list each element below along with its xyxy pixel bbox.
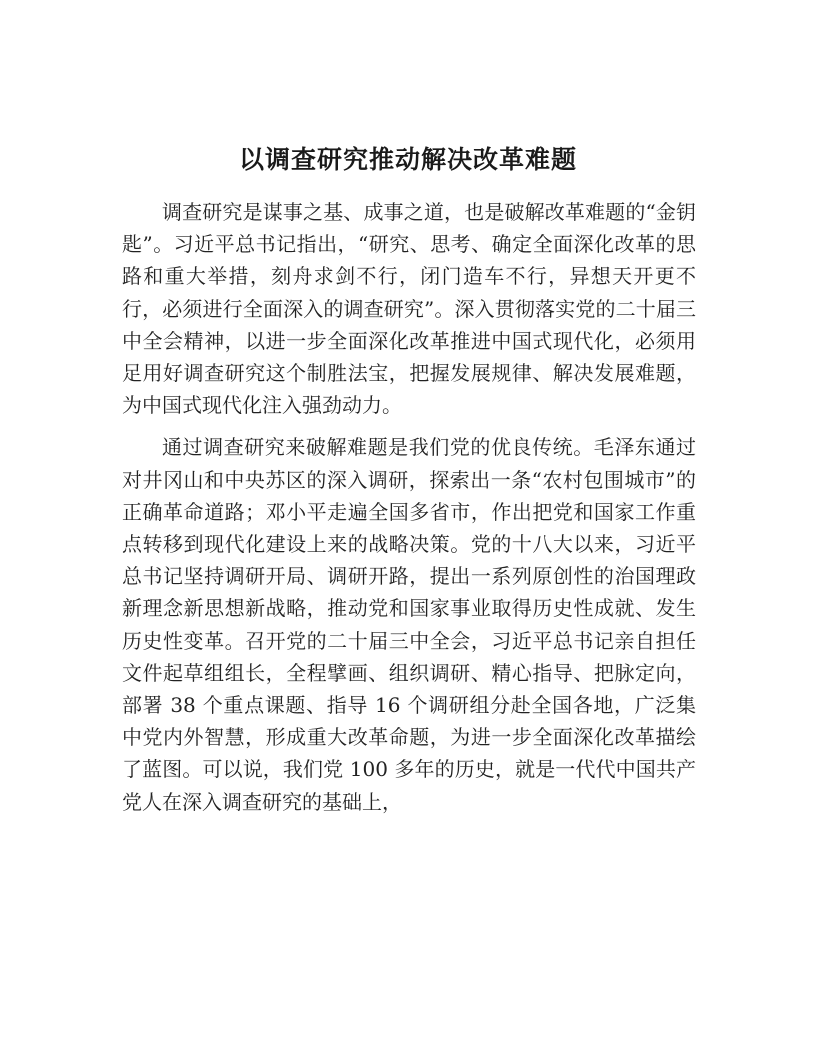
document-body — [122, 196, 696, 818]
paragraph-1: 调查研究是谋事之基、成事之道，也是破解改革难题的“金钥匙”。习近平总书记指出，“研究、思考、确定全面深化改革的思路和重大举措，刻舟求剑不行，闭门造车不行，异想天开更不行，必须进行全面深入的调查研究”。深入贯彻落实党的二十届三中全会精神，以进一步全面深化改革推进中国式现代化，必须用足用好调查研究这个制胜法宝，把握发展规律、解决发展难题，为中国式现代化注入强劲动力。 — [122, 200, 696, 418]
document-title: 以调查研究推动解决改革难题 — [238, 145, 577, 174]
paragraph-2: 通过调查研究来破解难题是我们党的优良传统。毛泽东通过对井冈山和中央苏区的深入调研，探索出一条“农村包围城市”的正确革命道路；邓小平走遍全国多省市，作出把党和国家工作重点转移到现代化建设上来的战略决策。党的十八大以来，习近平总书记坚持调研开局、调研开路，提出一系列原创性的治国理政新理念新思想新战略，推动党和国家事业取得历史性成就、发生历史性变革。召开党的二十届三中全会，习近平总书记亲自担任文件起草组组长，全程擘画、组织调研、精心指导、把脉定向，部署 38 个重点课题、指导 16 个调研组分赴全国各地，广泛集中党内外智慧，形成重大改革命题，为进一步全面深化改革描绘了蓝图。可以说，我们党 100 多年的历史，就是一代代中国共产党人在深入调查研究的基础上， — [122, 435, 696, 814]
